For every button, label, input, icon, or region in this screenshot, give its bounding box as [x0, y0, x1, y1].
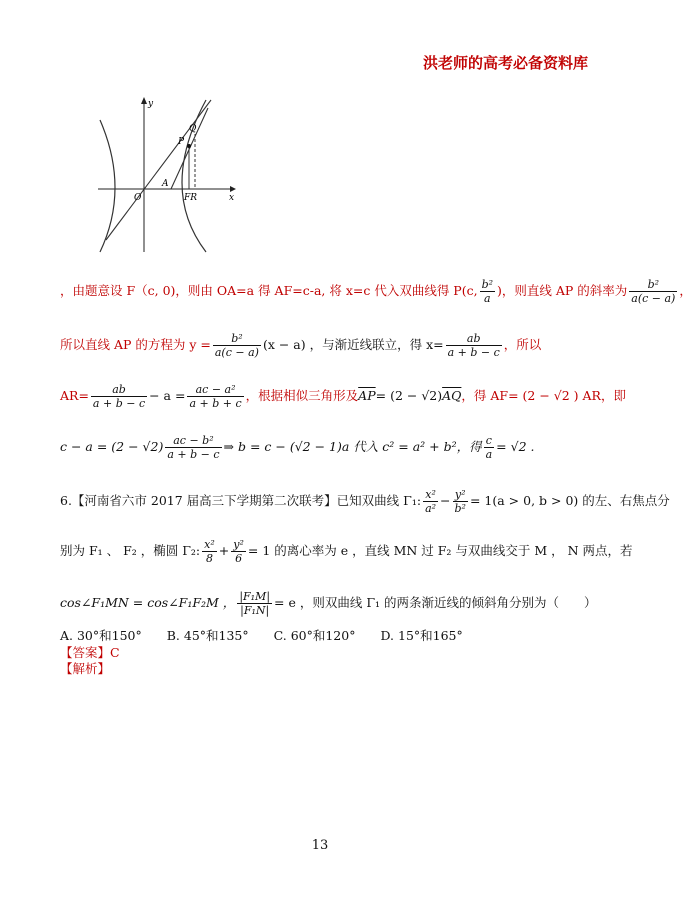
solution-l1-end: ， [679, 283, 692, 298]
frac-num: ab [446, 332, 502, 346]
fraction-slope-2 [213, 332, 261, 359]
label-p: P [178, 137, 185, 147]
solution-l2-b: (x − a) ，与渐近线联立，得 x= [262, 337, 444, 352]
frac-den: a + b + c [189, 397, 242, 410]
solution-line-1 [60, 278, 692, 305]
problem-l2-a: 别为 F₁ 、 F₂ ，椭圆 Γ₂: [60, 543, 201, 558]
frac-den: a(c − a) [214, 346, 259, 359]
problem-l1-a: 6.【河南省六市 2017 届高三下学期第二次联考】已知双曲线 Γ₁: [60, 493, 422, 508]
solution-line-2 [60, 332, 590, 359]
fraction-x2-8 [202, 538, 217, 565]
problem-l2-b: = 1 的离心率为 e ，直线 MN 过 F₂ 与双曲线交于 M ， N 两点，若 [247, 543, 633, 558]
page-number: 13 [311, 838, 329, 853]
vector-aq: $\overline{AQ}$ [442, 388, 462, 403]
fraction-slope [629, 278, 677, 305]
frac-den: b² [454, 502, 466, 515]
answer-tag: 【答案】C [60, 645, 120, 660]
label-o: O [134, 193, 142, 203]
problem-l3-b: = e ，则双曲线 Γ₁ 的两条渐近线的倾斜角分别为（ ） [274, 595, 597, 610]
frac-den: a [484, 292, 491, 305]
solution-l1-b: )，则直线 AP 的斜率为 [497, 283, 628, 298]
label-a: A [162, 179, 169, 189]
problem-line-1 [60, 488, 670, 515]
label-y: y [148, 99, 154, 109]
label-x: x [229, 193, 235, 203]
fraction-y2-6 [231, 538, 246, 565]
frac-num: x² [204, 538, 215, 551]
solution-l3-c: ，根据相似三角形及 [245, 388, 359, 403]
fraction-y2-b2 [453, 488, 468, 515]
frac-num: c [484, 434, 495, 448]
hyperbola-left-branch [100, 120, 115, 252]
frac-den: a + b − c [447, 346, 500, 359]
problem-l3-a: cos∠F₁MN = cos∠F₁F₂M ， [60, 595, 236, 610]
frac-den: a² [425, 502, 437, 515]
fraction-b2-over-a [480, 278, 495, 305]
frac-num: y² [233, 538, 244, 551]
solution-l2-a: 所以直线 AP 的方程为 y = [60, 337, 211, 352]
solution-line-4 [60, 434, 590, 461]
frac-num: |F₁M| [239, 590, 271, 603]
fraction-c-over-a [484, 434, 495, 461]
vector-ap: $\overline{AP}$ [358, 388, 376, 403]
frac-num: b² [213, 332, 261, 346]
solution-l1-a: ，由题意设 F（c, 0)，则由 OA=a 得 AF=c-a, 将 x=c 代入双曲线得 P(c, [60, 283, 478, 298]
x-axis-arrow-icon [230, 186, 236, 192]
fraction-ab-2 [91, 383, 147, 410]
frac-den: 6 [235, 552, 243, 565]
fraction-ab [446, 332, 502, 359]
solution-l4-b: ⇒ b = c − (√2 − 1)a 代入 c² = a² + b²，得 [223, 439, 482, 454]
solution-l3-d: = (2 − √2) [375, 388, 443, 403]
problem-line-2 [60, 538, 633, 565]
solution-l3-b: − a = [149, 388, 186, 403]
frac-den: |F₁N| [240, 604, 270, 617]
frac-den: a [485, 448, 493, 461]
hyperbola-figure [96, 92, 246, 257]
solution-line-3 [60, 383, 626, 410]
fraction-f1m-f1n [237, 590, 272, 617]
solution-l4-a: c − a = (2 − √2) [60, 439, 164, 454]
fraction-x2-a2 [423, 488, 438, 515]
frac-den: a + b − c [92, 397, 146, 410]
frac-num: ab [91, 383, 147, 397]
problem-l1-c: = 1(a > 0, b > 0) 的左、右焦点分 [469, 493, 670, 508]
solution-l4-c: = √2 . [496, 439, 535, 454]
frac-num: x² [423, 488, 438, 502]
fraction-ac-b2 [165, 434, 221, 461]
frac-den: a(c − a) [631, 292, 676, 305]
fraction-ac-a2 [187, 383, 243, 410]
problem-l1-b: − [440, 493, 451, 508]
analysis-tag: 【解析】 [60, 661, 111, 676]
frac-num: b² [481, 278, 494, 291]
frac-den: a + b − c [167, 448, 220, 461]
point-p [187, 144, 191, 148]
problem-line-3 [60, 590, 597, 617]
y-axis-arrow-icon [141, 97, 147, 104]
frac-num: ac − b² [165, 434, 221, 448]
frac-num: b² [629, 278, 677, 292]
label-fr: FR [184, 193, 198, 203]
solution-l2-c: ，所以 [503, 337, 542, 352]
frac-num: y² [453, 488, 468, 502]
label-q: Q [189, 124, 197, 134]
frac-num: ac − a² [187, 383, 243, 397]
solution-l3-a: AR= [60, 388, 89, 403]
solution-l3-e: ，得 AF= (2 − √2 ) AR，即 [461, 388, 626, 403]
page-header-title: 洪老师的高考必备资料库 [422, 54, 588, 72]
problem-options: A. 30°和150° B. 45°和135° C. 60°和120° D. 15°和165° [60, 628, 463, 643]
problem-l2-plus: + [218, 543, 230, 558]
frac-den: 8 [205, 552, 213, 565]
